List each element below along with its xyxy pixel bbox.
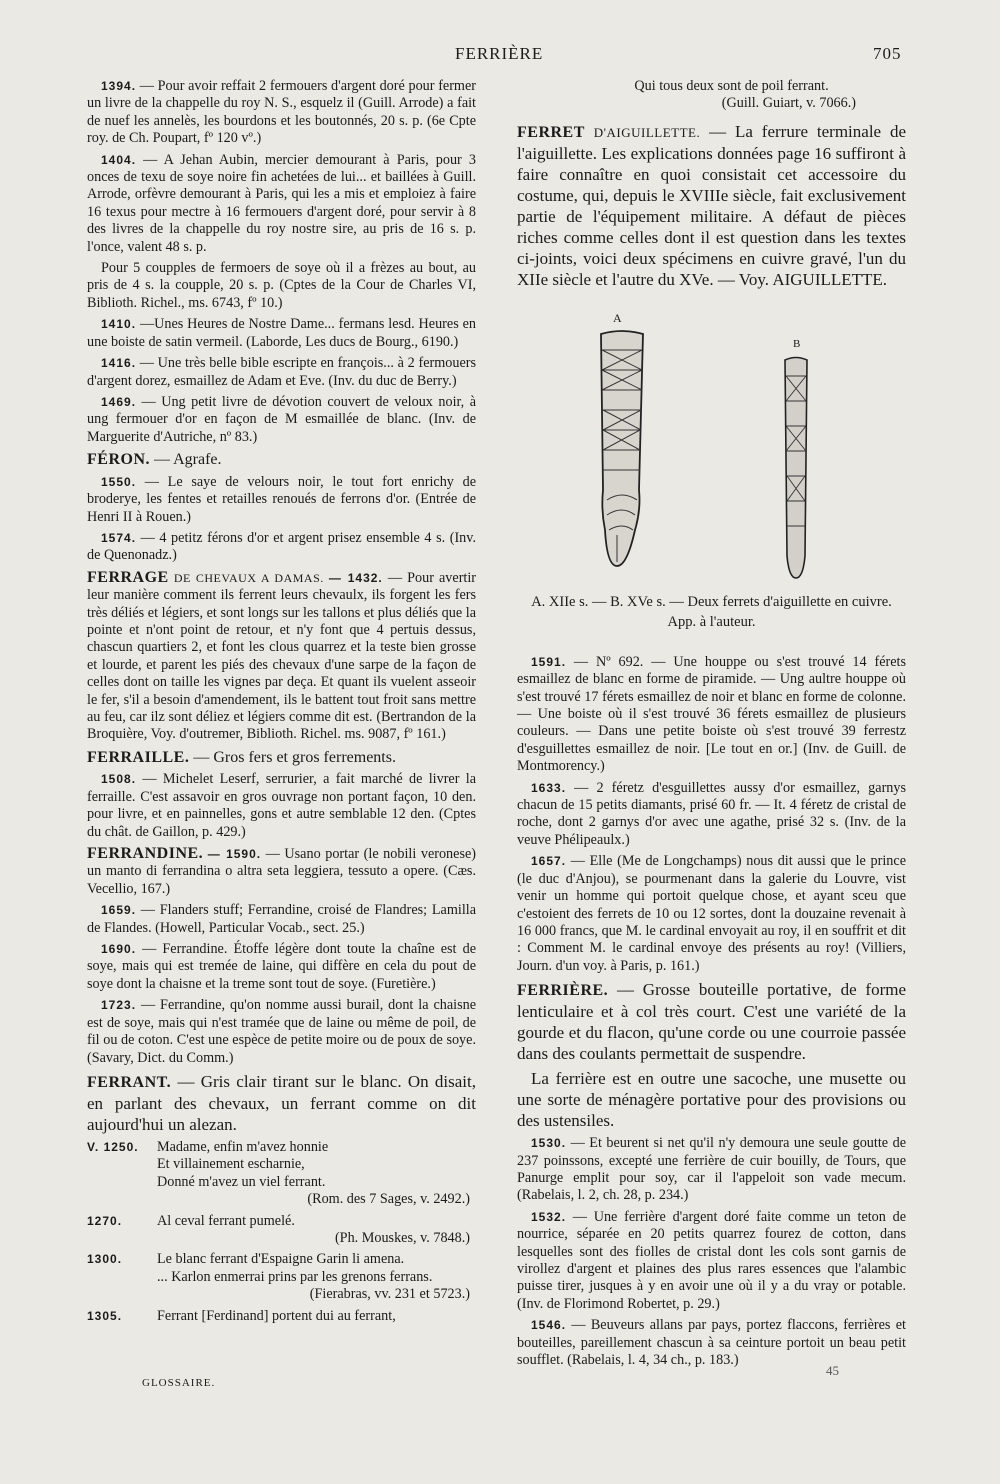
entry-1591 <box>517 654 906 776</box>
entry-1394 <box>87 78 476 148</box>
entry-text: — Ung petit livre de dévotion couvert de veloux noir, à ung fermouer d'or en façon de M esmaillée de blanc. (Inv. de Marguerite d'Autriche, nº 83.) <box>87 393 476 445</box>
entry-text: — Une très belle bible escripte en françois... à 2 fermouers d'argent dorez, esmaillez de Adam et Eve. (Inv. du duc de Berry.) <box>87 355 477 389</box>
entry-year: 1690. <box>101 942 137 957</box>
verse-lines <box>153 1139 476 1209</box>
verse-year: V. 1250. <box>87 1139 139 1154</box>
entry-year: 1574. <box>101 530 137 545</box>
headword: FERRET <box>517 123 585 141</box>
entry-text: — Le saye de velours noir, le tout fort enrichy de broderye, les fentes et retailles renoués de ferrons d'or. (Entrée de Henri II à Rouen.) <box>87 473 476 525</box>
verse-lines <box>153 1213 476 1248</box>
left-column <box>87 78 476 1329</box>
entry-1574 <box>87 530 476 565</box>
verse-line: ... Karlon enmerrai prins par les grenons ferrans. <box>157 1268 433 1285</box>
headword-ferrandine <box>87 845 476 898</box>
entry-text: — Usano portar (le nobili veronese) un manto di ferrandina o altra seta leggiera, tessuto a opere. (Cæs. Vecellio, 167.) <box>87 846 476 897</box>
entry-text: — Elle (Me de Longchamps) nous dit aussi que le prince (le duc d'Anjou), se pourmenant dans la galerie du Louvre, vist venir un homme qui portoit quelque chose, et ayant sceu que c'estoient des ferrets de 10 ou 12 sortes, dont la douzaine revenait à 16 000 francs, que M. le cardinal envoyait au roy, il en souffrit et dit : Comment M. le cardinal envoye des présents au roy! (Villiers, Journ. d'un voy. à Paris, p. 161.) <box>517 853 906 974</box>
entry-year: — 1590. <box>207 847 262 862</box>
definition: — La ferrure terminale de l'aiguillette. Les explications données page 16 suffiront à faire connaître en quoi consistait cet accessoire du costume, qui, depuis le XVIIIe siècle, fait exclusivement partie de l'équipement militaire. A défaut de pièces riches comme celles dont il est question dans les textes ci-joints, voici deux spécimens en cuivre gravé, l'un du XIIe siècle et l'autre du XVe. — Voy. AIGUILLETTE. <box>517 121 906 289</box>
page-number: 705 <box>873 44 902 63</box>
entry-year: 1633. <box>531 780 567 795</box>
signature-mark: GLOSSAIRE. <box>142 1377 216 1389</box>
entry-text: — Flanders stuff; Ferrandine, croisé de Flandres; Lamilla de Flandes. (Howell, Particular Vocab., sect. 25.) <box>87 902 477 936</box>
headword: FERRAILLE. <box>87 748 190 766</box>
verse-source: (Fierabras, vv. 231 et 5723.) <box>309 1286 470 1303</box>
entry-text: — Pour avertir leur manière comment ils ferrent leurs chevaulx, ils forgent les fers très déliés et légiers, et sont longs sur les tallons et plus déliés que la pointe et n'ont point de retour, et n'y font que 4 pertuis dessus, chascun quartiers 2, et font les clous quarrez et la teste bien grosse et lourde, et parent les piés des chevaux d'une sarpe de la façon de celles dont on taille les vignes par deça. Et quant ils vuelent asseoir le fer, s'il a besoin d'amendement, ils le battent tout froit sans mettre au feu, car ilz sont déliez et légiers comme dit est. (Bertrandon de la Broquière, Voy. d'outremer, Biblioth. Richel. ms. 9087, fº 161.) <box>87 569 477 743</box>
verse-continuation: Qui tous deux sont de poil ferrant. <box>634 78 829 94</box>
ferret-b-illustration <box>779 356 813 581</box>
entry-1404 <box>87 152 476 256</box>
entry-year: 1410. <box>101 317 137 332</box>
headword: FERRANT. <box>87 1073 172 1091</box>
definition: — Gros fers et gros ferrements. <box>193 748 396 766</box>
entry-year: 1508. <box>101 772 137 787</box>
entry-1659 <box>87 902 476 937</box>
entry-1633 <box>517 780 906 850</box>
entry-text: — Ferrandine, qu'on nomme aussi burail, dont la chaisne est de soye, mais qui n'est tramée que de laine ou même de poil, de fil ou de coton. C'est une espèce de petite moire ou de poux de soye. (Savary, Dict. du Comm.) <box>87 997 476 1066</box>
entry-year: 1530. <box>531 1136 567 1151</box>
entry-1404-cont <box>87 260 476 312</box>
verse-lines <box>153 1308 476 1325</box>
entry-1508 <box>87 771 476 841</box>
entry-year: 1723. <box>101 998 137 1013</box>
definition: — Gris clair tirant sur le blanc. On disait, en parlant des chevaux, un ferrant comme on dit aujourd'hui un alezan. <box>87 1071 476 1134</box>
entry-1690 <box>87 941 476 993</box>
headword-ferrant <box>87 1071 476 1135</box>
entry-year: 1469. <box>101 394 137 409</box>
entry-year: 1404. <box>101 152 137 167</box>
headword-ferraille <box>87 748 476 768</box>
figure-label-a: A <box>613 310 622 325</box>
entry-year: 1550. <box>101 474 137 489</box>
headword: FERRIÈRE. <box>517 982 609 1000</box>
verse-1300 <box>87 1251 476 1303</box>
entry-text: Pour 5 coupples de fermoers de soye où il a frèzes au bout, au pris de 4 s. la coupple, 20 s. p. (Cptes de la Cour de Charles VI, Biblioth. Richel., ms. 6743, fº 10.) <box>87 260 476 311</box>
verse-source: (Guill. Guiart, v. 7066.) <box>721 95 856 112</box>
entry-1657 <box>517 853 906 975</box>
entry-year: 1532. <box>531 1209 567 1224</box>
verse-line: Ferrant [Ferdinand] portent dui au ferrant, <box>157 1307 396 1324</box>
headword-subtitle: D'AIGUILLETTE. <box>593 124 701 140</box>
definition: — Grosse bouteille portative, de forme lenticulaire et à col très court. C'est une variété de la gourde et du flacon, qu'une corde ou une courroie passée dans des coulants permettait de suspendre. <box>517 980 907 1064</box>
verse-lines <box>153 1251 476 1303</box>
headword-ferret <box>517 121 906 290</box>
headword: FERRANDINE. <box>87 845 204 863</box>
headword: FERRAGE <box>87 568 169 586</box>
entry-1530 <box>517 1135 906 1205</box>
entry-1416 <box>87 355 476 390</box>
entry-text: — Pour avoir reffait 2 fermouers d'argent doré pour fermer un livre de la chappelle du roy N. S., esquelz il (Guill. Arrode) a fait de nuef les annelès, les bourdons et les boutonnés, 20 s. p. (6e Cpte roy. de Ch. Poupart, fº 120 vº.) <box>87 78 476 147</box>
entry-text: — 4 petitz férons d'or et argent prisez ensemble 4 s. (Inv. de Quenonadz.) <box>87 529 476 564</box>
verse-line: Al ceval ferrant pumelé. <box>157 1212 295 1229</box>
entry-text: — Ferrandine. Étoffe légère dont toute la chaîne est de soye, mais qui est tremée de laine, qui diffère en cela du pout de soye dont la chaisne et la treme sont tout de soye. (Furetière.) <box>87 941 476 992</box>
gathering-number: 45 <box>826 1363 839 1378</box>
verse-source: (Ph. Mouskes, v. 7848.) <box>334 1229 470 1246</box>
entry-1469 <box>87 394 476 446</box>
figure-ferrets <box>517 302 906 592</box>
headword-feron <box>87 450 476 470</box>
entry-year: 1394. <box>101 79 137 93</box>
entry-text: — Nº 692. — Une houppe ou s'est trouvé 14 férets esmaillez de blanc en forme de piramide. — Ung aultre houppe où s'est trouvé 17 férets esmaillez de noir et blanc en forme de colonne. — Une boiste où il s'est trouvé 36 férets esmaillez de plusieurs couleurs. — Dans une petite boiste où s'est trouvé 39 ferrestz d'esguillettes esmaillez de noir. [Le tout en or.] (Inv. de Guill. de Montmorency.) <box>517 653 906 775</box>
figure-caption: A. XIIe s. — B. XVe s. — Deux ferrets d'aiguillette en cuivre. App. à l'auteur. <box>531 593 892 630</box>
verse-1305 <box>87 1308 476 1325</box>
ferriere-sense-2: La ferrière est en outre une sacoche, une musette ou une sorte de ménagère portative pour des provisions ou des ustensiles. <box>517 1069 906 1131</box>
right-column <box>517 78 906 1373</box>
verse-line: Et villainement escharnie, <box>157 1156 305 1173</box>
figure-label-b: B <box>793 337 801 350</box>
verse-year: 1300. <box>87 1252 123 1267</box>
entry-text: — Michelet Leserf, serrurier, a fait marché de livrer la ferraille. C'est assavoir en gros ouvrage non portant façon, 10 den. pour livre, et en painnelles, gons et autre semblable 12 den. (Cptes du chât. de Gaillon, p. 429.) <box>87 771 477 840</box>
definition: — Agrafe. <box>154 451 222 469</box>
ferret-a-illustration <box>587 330 657 575</box>
entry-text: — Une ferrière d'argent doré faite comme un teton de nourrice, séparée en 20 petits quarrez fourez de cotton, dans lesquelles sont des fiolles de cristal dont les cols sont garnis de virollez d'argent et plaines des plus rares essences que l'alambic puisse tirer, jusques à y en avoir une où il y a du vray or potable. (Inv. de Florimond Robertet, p. 29.) <box>517 1208 907 1312</box>
entry-1410 <box>87 316 476 351</box>
verse-1270 <box>87 1213 476 1248</box>
verse-year: 1270. <box>87 1213 123 1228</box>
headword: FÉRON. <box>87 451 150 469</box>
entry-text: — Et beurent si net qu'il n'y demoura une seule goutte de 237 poinssons, excepté une ferrière de cuir bouilly, de Tours, que Panurge emplit pour soy, car il l'appeloit son vade mecum. (Rabelais, l. 2, ch. 28, p. 234.) <box>517 1135 906 1204</box>
entry-year: 1591. <box>531 654 567 669</box>
verse-line: Madame, enfin m'avez honnie <box>157 1138 329 1155</box>
verse-line: Le blanc ferrant d'Espaigne Garin li amena. <box>157 1251 405 1268</box>
headword-subtitle: DE CHEVAUX A DAMAS. <box>173 570 324 585</box>
verse-year: 1305. <box>87 1308 123 1323</box>
entry-year: — 1432. <box>328 570 383 585</box>
entry-text: — Beuveurs allans par pays, portez flaccons, ferrières et bouteilles, pareillement chascun à sa ceinture portoit un beau petit soufflet. (Rabelais, l. 4, 34 ch., p. 183.) <box>517 1317 906 1368</box>
entry-text: —Unes Heures de Nostre Dame... fermans lesd. Heures en une boiste de satin vermeil. (Laborde, Les ducs de Bourg., 6190.) <box>87 316 477 350</box>
entry-year: 1416. <box>101 356 137 371</box>
entry-1723 <box>87 997 476 1067</box>
entry-1532 <box>517 1209 906 1313</box>
verse-1250 <box>87 1139 476 1209</box>
entry-1546 <box>517 1317 906 1369</box>
headword-ferriere <box>517 979 906 1064</box>
entry-year: 1546. <box>531 1318 567 1333</box>
entry-year: 1657. <box>531 854 567 869</box>
entry-text: — 2 féretz d'esguillettes aussy d'or esmaillez, garnys chacun de 15 petits diamants, prisé 60 fr. — It. 4 féretz de cristal de roche, dont 2 garnys d'or avec une agathe, prisé 32 s. (Inv. de la veuve Phélipeaulx.) <box>517 779 906 848</box>
entry-text: — A Jehan Aubin, mercier demourant à Paris, pour 3 onces de texu de soye noire fin achetées de lui... et baillées à Guill. Arrode, orfèvre demourant à Paris, qui les a mis et emploiez à faire 16 texus pour mectre à 16 fermouers d'argent doré, pour servir à 8 des livres de la chappelle du roy nostre sire, au pris de 16 s. p. l'once, valent 48 s. p. <box>87 151 476 255</box>
entry-year: 1659. <box>101 903 137 918</box>
running-title: FERRIÈRE <box>455 44 544 63</box>
headword-ferrage <box>87 569 476 744</box>
verse-line: Donné m'avez un viel ferrant. <box>157 1173 326 1190</box>
entry-1550 <box>87 474 476 526</box>
verse-source: (Rom. des 7 Sages, v. 2492.) <box>307 1191 470 1208</box>
